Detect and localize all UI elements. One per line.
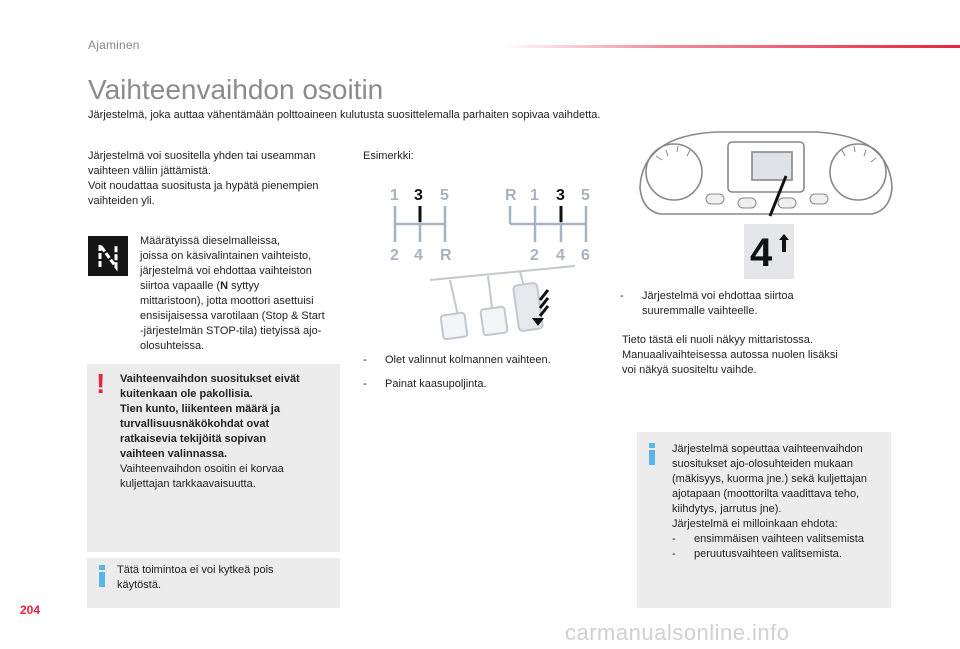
gear-label-selected: 3 xyxy=(414,187,423,204)
example-label: Esimerkki: xyxy=(363,150,414,162)
gear-label: 5 xyxy=(440,187,449,204)
warning-text: Vaihteenvaihdon suositukset eivät kuitenkaan ole pakollisia. Tien kunto, liikenteen määrä ja turvallisuusnäkökohdat ovat ratkaisevia tekijöitä sopivan vaihteen valinnassa. Vaihteenvaihdon osoitin ei korvaa kuljettajan tarkkaavaisuutta. xyxy=(120,373,300,490)
neutral-gear-paragraph: Määrätyissä dieselmalleissa, joissa on käsivalintainen vaihteisto, järjestelmä voi ehdottaa vaihteiston siirtoa vapaalle (N syttyy mittaristoon), jotta moottori asettuisi ensisijaisessa varotilaan (Stop & Start -järjestelmän STOP-tila) tietyissä ajo- olosuhteissa. xyxy=(140,235,325,352)
neutral-gear-icon xyxy=(88,236,128,276)
instrument-cluster-illustration xyxy=(636,128,896,283)
page-title: Vaihteenvaihdon osoitin xyxy=(88,74,384,105)
gearbox-pedals-illustration xyxy=(380,180,610,340)
gear-label: 4 xyxy=(556,247,565,264)
info-text-adaptation: Järjestelmä sopeuttaa vaihteenvaihdon suositukset ajo-olosuhteiden mukaan (mäkisyys, kuorma jne.) sekä kuljettajan ajotapaan (moottorilta vaadittava teho, kiihdytys, jarrutus jne). Järjestelmä ei milloinkaan ehdota: - ensimmäisen vaihteen valitsemista - peruutusvaihteen valitsemista. xyxy=(672,442,888,562)
gear-label: 1 xyxy=(530,187,539,204)
info-text-disable: Tätä toimintoa ei voi kytkeä pois käytöstä. xyxy=(117,564,274,591)
gear-label-selected: 3 xyxy=(556,187,565,204)
list-item: - peruutusvaihteen valitsemista. xyxy=(672,548,842,560)
watermark: carmanualsonline.info xyxy=(565,620,790,645)
neutral-letter: N xyxy=(220,280,229,292)
gear-label: 2 xyxy=(390,247,399,264)
gear-label: R xyxy=(505,187,517,204)
list-item: - Järjestelmä voi ehdottaa siirtoa suuremmalle vaihteelle. xyxy=(620,290,794,317)
gear-label: 4 xyxy=(414,247,423,264)
gear-label: 6 xyxy=(581,247,590,264)
skip-gear-paragraph: Järjestelmä voi suositella yhden tai useamman vaihteen väliin jättämistä. Voit noudattaa suositusta ja hypätä pienempien vaihteiden yli. xyxy=(88,150,319,207)
warning-icon: ! xyxy=(96,368,106,399)
display-gear: 4 xyxy=(750,231,773,275)
display-info-paragraph: Tieto tästä eli nuoli näkyy mittaristossa. Manuaalivaihteisessa autossa nuolen lisäksi voi näkyä suositeltu vaihde. xyxy=(622,334,838,376)
list-item: - Painat kaasupoljinta. xyxy=(363,378,487,390)
header-accent-line xyxy=(500,45,960,48)
info-icon xyxy=(99,565,105,587)
section-label: Ajaminen xyxy=(88,38,140,52)
info-icon xyxy=(649,443,655,465)
page-number: 204 xyxy=(20,603,41,617)
gear-label: 5 xyxy=(581,187,590,204)
list-item: - Olet valinnut kolmannen vaihteen. xyxy=(363,354,551,366)
gear-label: 2 xyxy=(530,247,539,264)
intro-paragraph: Järjestelmä, joka auttaa vähentämään polttoaineen kulutusta suosittelemalla parhaiten sopivaa vaihdetta. xyxy=(88,109,601,121)
gear-label: R xyxy=(440,247,452,264)
list-item: - ensimmäisen vaihteen valitsemista xyxy=(672,533,864,545)
gear-label: 1 xyxy=(390,187,399,204)
